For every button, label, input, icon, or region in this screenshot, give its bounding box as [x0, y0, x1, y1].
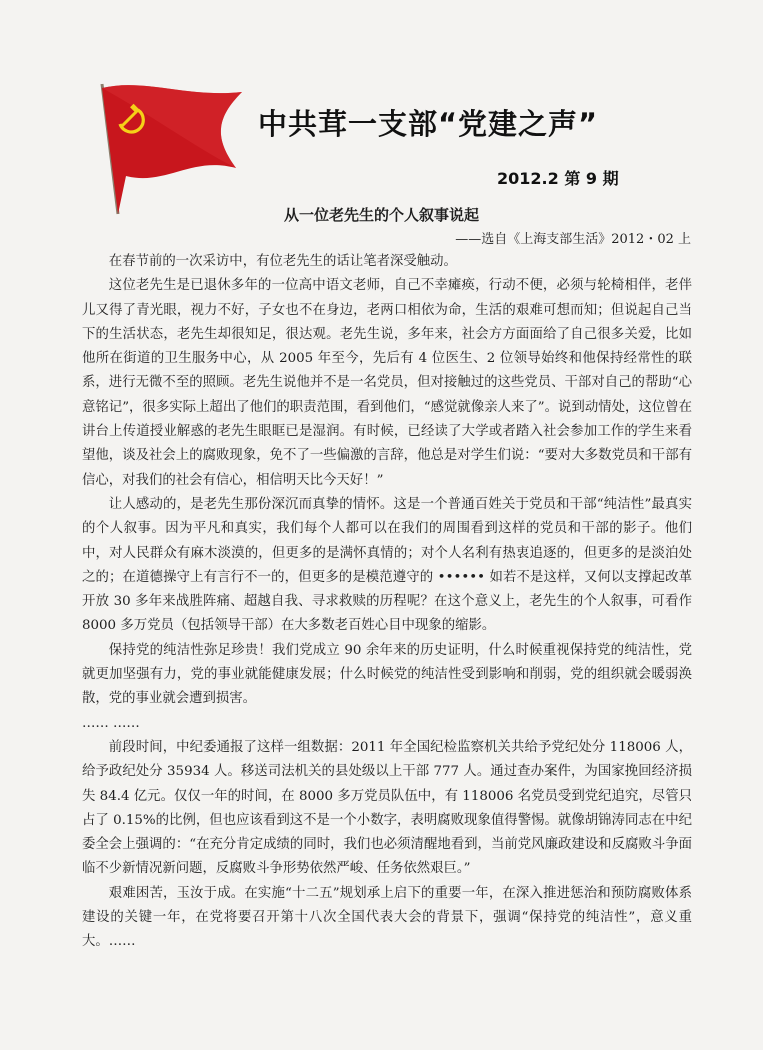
party-flag-icon — [96, 78, 246, 218]
issue-number: 2012.2 第 9 期 — [497, 169, 619, 188]
ellipsis-separator: …… …… — [82, 715, 140, 731]
paragraph: 这位老先生是已退休多年的一位高中语文老师，自己不幸瘫痪，行动不便，必须与轮椅相伴，老伴儿又得了青光眼，视力不好，子女也不在身边，老两口相依为命，生活的艰难可想而知；但说起自己当下的生活状态，老先生却很知足，很达观。老先生说，多年来，社会方方面面给了自己很多关爱，比如他所在街道的卫生服务中心，从 2005 年至今，先后有 4 位医生、2 位领导始终和他保持经常性的联系，进行无微不至的照顾。老先生说他并不是一名党员，但对接触过的这些党员、干部对自己的帮助“心意铭记”，很多实际上超出了他们的职责范围，看到他们，“感觉就像亲人来了”。说到动情处，这位曾在讲台上传道授业解惑的老先生眼眶已是湿润。有时候，已经读了大学或者踏入社会参加工作的学生来看望他，谈及社会上的腐败现象，免不了一些偏激的言辞，他总是对学生们说：“要对大多数党员和干部有信心，对我们的社会有信心，相信明天比今天好！” — [82, 278, 692, 488]
article-source: ——选自《上海支部生活》2012・02 上 — [455, 232, 691, 247]
paragraph: 在春节前的一次采访中，有位老先生的话让笔者深受触动。 — [108, 254, 457, 269]
paragraph: 艰难困苦，玉汝于成。在实施“十二五”规划承上启下的重要一年，在深入推进惩治和预防腐败体系建设的关键一年，在党将要召开第十八次全国代表大会的背景下，强调“保持党的纯洁性”，意义重大。…… — [82, 885, 692, 950]
article-title: 从一位老先生的个人叙事说起 — [283, 206, 479, 224]
newsletter-title: 中共茸一支部“党建之声” — [258, 107, 599, 141]
paragraph: 前段时间，中纪委通报了这样一组数据：2011 年全国纪检监察机关共给予党纪处分 118006 人，给予政纪处分 35934 人。移送司法机关的县处级以上干部 777 人。通过查办案件，为国家挽回经济损失 84.4 亿元。仅仅一年的时间，在 8000 多万党员队伍中，有 118006 名党员受到党纪追究，尽管只占了 0.15%的比例，但也应该看到这不是一个小数字，表明腐败现象值得警惕。就像胡锦涛同志在中纪委全会上强调的：“在充分肯定成绩的同时，我们也必须清醒地看到，当前党风廉政建设和反腐败斗争面临不少新情况新问题，反腐败斗争形势依然严峻、任务依然艰巨。” — [82, 739, 692, 877]
paragraph: 让人感动的，是老先生那份深沉而真挚的情怀。这是一个普通百姓关于党员和干部“纯洁性”最真实的个人叙事。因为平凡和真实，我们每个人都可以在我们的周围看到这样的党员和干部的影子。他们中，对人民群众有麻木淡漠的，但更多的是满怀真情的；对个人名利有热衷追逐的，但更多的是淡泊处之的；在道德操守上有言行不一的，但更多的是模范遵守的 •••••• 如若不是这样，又何以支撑起改革开放 30 多年来战胜阵痛、超越自我、寻求救赎的历程呢？在这个意义上，老先生的个人叙事，可看作 8000 多万党员（包括领导干部）在大多数老百姓心目中现象的缩影。 — [82, 496, 692, 634]
article-body — [82, 250, 692, 955]
paragraph: 保持党的纯洁性弥足珍贵！我们党成立 90 余年来的历史证明，什么时候重视保持党的纯洁性，党就更加坚强有力，党的事业就能健康发展；什么时候党的纯洁性受到影响和削弱，党的组织就会暖弱涣散，党的事业就会遭到损害。 — [82, 642, 692, 707]
